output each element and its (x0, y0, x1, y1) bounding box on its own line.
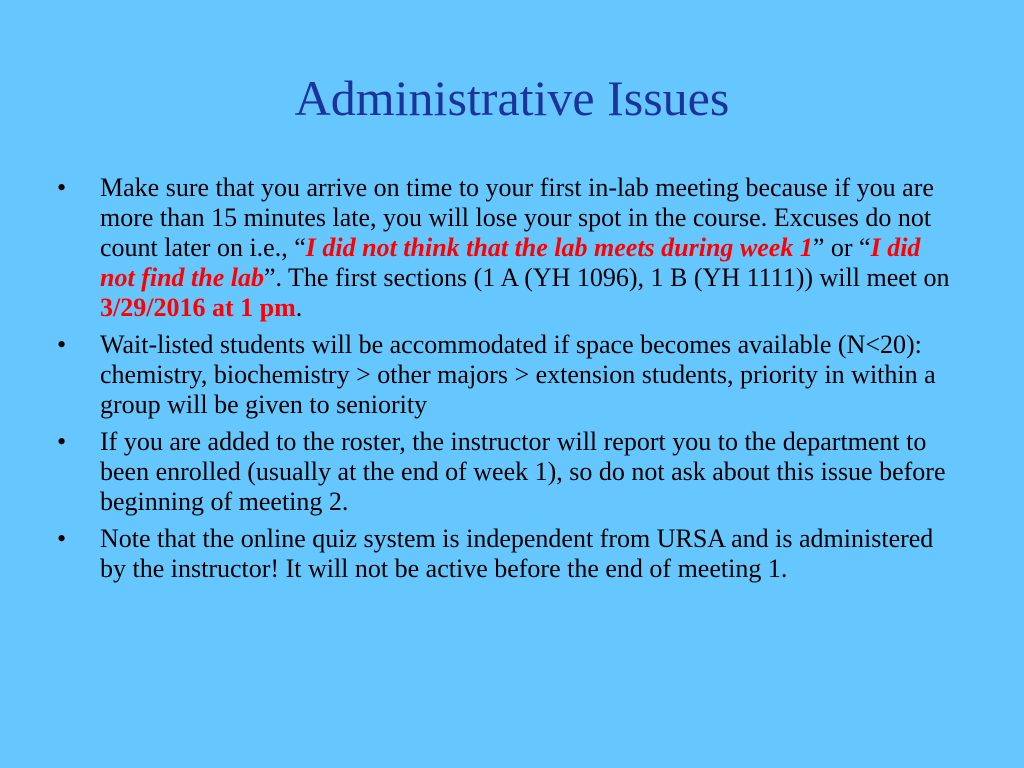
bullet-icon: • (57, 330, 67, 359)
meeting-date: 3/29/2016 at 1 pm (100, 293, 296, 322)
bullet-text: ” or “ (812, 233, 871, 262)
bullet-text: ”. The first sections (1 A (YH 1096), 1 B (YH 1111)) will meet on (263, 263, 950, 292)
bullet-icon: • (57, 524, 67, 553)
bullet-text: Wait-listed students will be accommodated if space becomes available (N<20): chemistry, biochemistry > other majors > extension students, priority in within a group will be given to seniority (100, 330, 936, 419)
bullet-item-quiz (55, 524, 960, 584)
slide-title: Administrative Issues (294, 70, 730, 126)
bullet-text: If you are added to the roster, the instructor will report you to the department to been enrolled (usually at the end of week 1), so do not ask about this issue before beginning of meeting 2. (100, 427, 946, 516)
bullet-item-roster (55, 427, 960, 517)
bullet-list (55, 173, 960, 591)
bullet-text: Make sure that you arrive on time to your first in-lab meeting because if you are more than 15 minutes late, you will lose your spot in the course. Excuses do not count later on i.e., “ (100, 173, 934, 262)
bullet-item-waitlist (55, 330, 960, 420)
quoted-excuse: I did not think that the lab meets during week 1 (305, 233, 813, 262)
bullet-text: . (295, 293, 303, 322)
bullet-icon: • (57, 173, 67, 202)
bullet-icon: • (57, 427, 67, 456)
bullet-text: Note that the online quiz system is independent from URSA and is administered by the instructor! It will not be active before the end of meeting 1. (100, 524, 934, 583)
bullet-item-arrival (55, 173, 960, 323)
quoted-excuse: I did not find the lab (100, 233, 921, 292)
